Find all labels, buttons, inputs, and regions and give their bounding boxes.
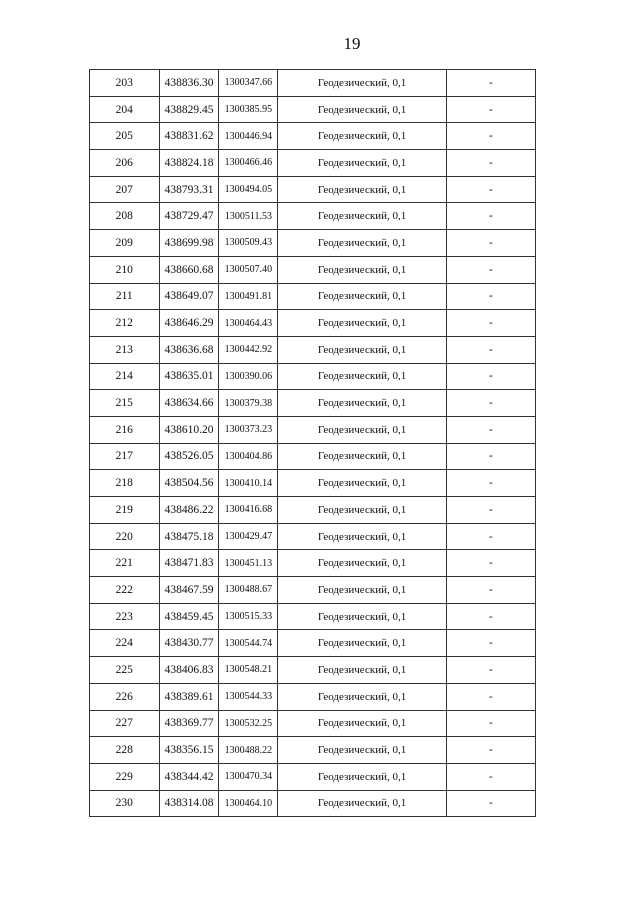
y-coordinate-cell: 1300446.94: [219, 123, 278, 150]
point-number-cell: 223: [90, 603, 160, 630]
note-cell: -: [446, 390, 535, 417]
x-coordinate-cell: 438646.29: [159, 310, 219, 337]
table-row: [90, 390, 536, 417]
table-row: [90, 96, 536, 123]
method-cell: Геодезический, 0,1: [278, 630, 446, 657]
note-cell: -: [446, 256, 535, 283]
table-row: [90, 150, 536, 177]
x-coordinate-cell: 438369.77: [159, 710, 219, 737]
table-row: [90, 230, 536, 257]
y-coordinate-cell: 1300373.23: [219, 416, 278, 443]
point-number-cell: 218: [90, 470, 160, 497]
table-row: [90, 657, 536, 684]
point-number-cell: 217: [90, 443, 160, 470]
method-cell: Геодезический, 0,1: [278, 96, 446, 123]
point-number-cell: 204: [90, 96, 160, 123]
y-coordinate-cell: 1300429.47: [219, 523, 278, 550]
note-cell: -: [446, 737, 535, 764]
point-number-cell: 225: [90, 657, 160, 684]
method-cell: Геодезический, 0,1: [278, 737, 446, 764]
coordinates-table: [89, 69, 536, 817]
y-coordinate-cell: 1300385.95: [219, 96, 278, 123]
note-cell: -: [446, 416, 535, 443]
method-cell: Геодезический, 0,1: [278, 657, 446, 684]
note-cell: -: [446, 763, 535, 790]
point-number-cell: 208: [90, 203, 160, 230]
note-cell: -: [446, 96, 535, 123]
x-coordinate-cell: 438649.07: [159, 283, 219, 310]
note-cell: -: [446, 443, 535, 470]
note-cell: -: [446, 523, 535, 550]
method-cell: Геодезический, 0,1: [278, 470, 446, 497]
method-cell: Геодезический, 0,1: [278, 363, 446, 390]
table-row: [90, 256, 536, 283]
method-cell: Геодезический, 0,1: [278, 230, 446, 257]
method-cell: Геодезический, 0,1: [278, 256, 446, 283]
table-row: [90, 363, 536, 390]
point-number-cell: 213: [90, 336, 160, 363]
page-number: 19: [343, 34, 361, 53]
x-coordinate-cell: 438660.68: [159, 256, 219, 283]
x-coordinate-cell: 438344.42: [159, 763, 219, 790]
table-row: [90, 443, 536, 470]
method-cell: Геодезический, 0,1: [278, 416, 446, 443]
table-row: [90, 416, 536, 443]
method-cell: Геодезический, 0,1: [278, 123, 446, 150]
x-coordinate-cell: 438729.47: [159, 203, 219, 230]
point-number-cell: 229: [90, 763, 160, 790]
method-cell: Геодезический, 0,1: [278, 603, 446, 630]
point-number-cell: 211: [90, 283, 160, 310]
point-number-cell: 228: [90, 737, 160, 764]
x-coordinate-cell: 438635.01: [159, 363, 219, 390]
coordinates-table-body: [90, 70, 536, 817]
y-coordinate-cell: 1300511.53: [219, 203, 278, 230]
table-row: [90, 763, 536, 790]
note-cell: -: [446, 123, 535, 150]
point-number-cell: 207: [90, 176, 160, 203]
table-row: [90, 497, 536, 524]
point-number-cell: 209: [90, 230, 160, 257]
note-cell: -: [446, 497, 535, 524]
note-cell: -: [446, 70, 535, 97]
point-number-cell: 224: [90, 630, 160, 657]
table-row: [90, 577, 536, 604]
x-coordinate-cell: 438836.30: [159, 70, 219, 97]
y-coordinate-cell: 1300379.38: [219, 390, 278, 417]
method-cell: Геодезический, 0,1: [278, 683, 446, 710]
table-row: [90, 470, 536, 497]
x-coordinate-cell: 438504.56: [159, 470, 219, 497]
point-number-cell: 220: [90, 523, 160, 550]
note-cell: -: [446, 790, 535, 817]
method-cell: Геодезический, 0,1: [278, 203, 446, 230]
y-coordinate-cell: 1300390.06: [219, 363, 278, 390]
x-coordinate-cell: 438475.18: [159, 523, 219, 550]
note-cell: -: [446, 176, 535, 203]
point-number-cell: 219: [90, 497, 160, 524]
x-coordinate-cell: 438467.59: [159, 577, 219, 604]
method-cell: Геодезический, 0,1: [278, 523, 446, 550]
point-number-cell: 214: [90, 363, 160, 390]
point-number-cell: 205: [90, 123, 160, 150]
x-coordinate-cell: 438486.22: [159, 497, 219, 524]
table-row: [90, 790, 536, 817]
x-coordinate-cell: 438699.98: [159, 230, 219, 257]
table-row: [90, 683, 536, 710]
table-row: [90, 710, 536, 737]
x-coordinate-cell: 438831.62: [159, 123, 219, 150]
note-cell: -: [446, 363, 535, 390]
table-row: [90, 550, 536, 577]
y-coordinate-cell: 1300544.74: [219, 630, 278, 657]
x-coordinate-cell: 438314.08: [159, 790, 219, 817]
method-cell: Геодезический, 0,1: [278, 176, 446, 203]
note-cell: -: [446, 310, 535, 337]
note-cell: -: [446, 657, 535, 684]
table-row: [90, 523, 536, 550]
y-coordinate-cell: 1300451.13: [219, 550, 278, 577]
x-coordinate-cell: 438430.77: [159, 630, 219, 657]
note-cell: -: [446, 683, 535, 710]
point-number-cell: 203: [90, 70, 160, 97]
y-coordinate-cell: 1300515.33: [219, 603, 278, 630]
note-cell: -: [446, 283, 535, 310]
table-row: [90, 737, 536, 764]
point-number-cell: 230: [90, 790, 160, 817]
y-coordinate-cell: 1300347.66: [219, 70, 278, 97]
y-coordinate-cell: 1300494.05: [219, 176, 278, 203]
table-row: [90, 310, 536, 337]
note-cell: -: [446, 577, 535, 604]
table-row: [90, 630, 536, 657]
x-coordinate-cell: 438636.68: [159, 336, 219, 363]
x-coordinate-cell: 438389.61: [159, 683, 219, 710]
note-cell: -: [446, 603, 535, 630]
point-number-cell: 221: [90, 550, 160, 577]
point-number-cell: 226: [90, 683, 160, 710]
method-cell: Геодезический, 0,1: [278, 443, 446, 470]
method-cell: Геодезический, 0,1: [278, 497, 446, 524]
note-cell: -: [446, 710, 535, 737]
x-coordinate-cell: 438471.83: [159, 550, 219, 577]
y-coordinate-cell: 1300404.86: [219, 443, 278, 470]
x-coordinate-cell: 438459.45: [159, 603, 219, 630]
point-number-cell: 227: [90, 710, 160, 737]
method-cell: Геодезический, 0,1: [278, 763, 446, 790]
y-coordinate-cell: 1300464.43: [219, 310, 278, 337]
x-coordinate-cell: 438356.15: [159, 737, 219, 764]
note-cell: -: [446, 230, 535, 257]
x-coordinate-cell: 438406.83: [159, 657, 219, 684]
method-cell: Геодезический, 0,1: [278, 790, 446, 817]
y-coordinate-cell: 1300491.81: [219, 283, 278, 310]
point-number-cell: 212: [90, 310, 160, 337]
x-coordinate-cell: 438526.05: [159, 443, 219, 470]
y-coordinate-cell: 1300416.68: [219, 497, 278, 524]
method-cell: Геодезический, 0,1: [278, 310, 446, 337]
point-number-cell: 216: [90, 416, 160, 443]
method-cell: Геодезический, 0,1: [278, 150, 446, 177]
table-row: [90, 283, 536, 310]
table-row: [90, 70, 536, 97]
y-coordinate-cell: 1300470.34: [219, 763, 278, 790]
y-coordinate-cell: 1300464.10: [219, 790, 278, 817]
method-cell: Геодезический, 0,1: [278, 283, 446, 310]
note-cell: -: [446, 336, 535, 363]
y-coordinate-cell: 1300548.21: [219, 657, 278, 684]
method-cell: Геодезический, 0,1: [278, 390, 446, 417]
y-coordinate-cell: 1300442.92: [219, 336, 278, 363]
x-coordinate-cell: 438610.20: [159, 416, 219, 443]
table-row: [90, 203, 536, 230]
note-cell: -: [446, 203, 535, 230]
table-row: [90, 123, 536, 150]
table-row: [90, 176, 536, 203]
y-coordinate-cell: 1300532.25: [219, 710, 278, 737]
y-coordinate-cell: 1300410.14: [219, 470, 278, 497]
x-coordinate-cell: 438824.18: [159, 150, 219, 177]
y-coordinate-cell: 1300544.33: [219, 683, 278, 710]
method-cell: Геодезический, 0,1: [278, 336, 446, 363]
y-coordinate-cell: 1300509.43: [219, 230, 278, 257]
y-coordinate-cell: 1300488.22: [219, 737, 278, 764]
y-coordinate-cell: 1300466.46: [219, 150, 278, 177]
point-number-cell: 210: [90, 256, 160, 283]
x-coordinate-cell: 438634.66: [159, 390, 219, 417]
method-cell: Геодезический, 0,1: [278, 577, 446, 604]
x-coordinate-cell: 438829.45: [159, 96, 219, 123]
y-coordinate-cell: 1300488.67: [219, 577, 278, 604]
x-coordinate-cell: 438793.31: [159, 176, 219, 203]
note-cell: -: [446, 470, 535, 497]
point-number-cell: 222: [90, 577, 160, 604]
method-cell: Геодезический, 0,1: [278, 550, 446, 577]
method-cell: Геодезический, 0,1: [278, 70, 446, 97]
table-row: [90, 336, 536, 363]
table-row: [90, 603, 536, 630]
point-number-cell: 215: [90, 390, 160, 417]
y-coordinate-cell: 1300507.40: [219, 256, 278, 283]
note-cell: -: [446, 630, 535, 657]
note-cell: -: [446, 550, 535, 577]
point-number-cell: 206: [90, 150, 160, 177]
note-cell: -: [446, 150, 535, 177]
method-cell: Геодезический, 0,1: [278, 710, 446, 737]
